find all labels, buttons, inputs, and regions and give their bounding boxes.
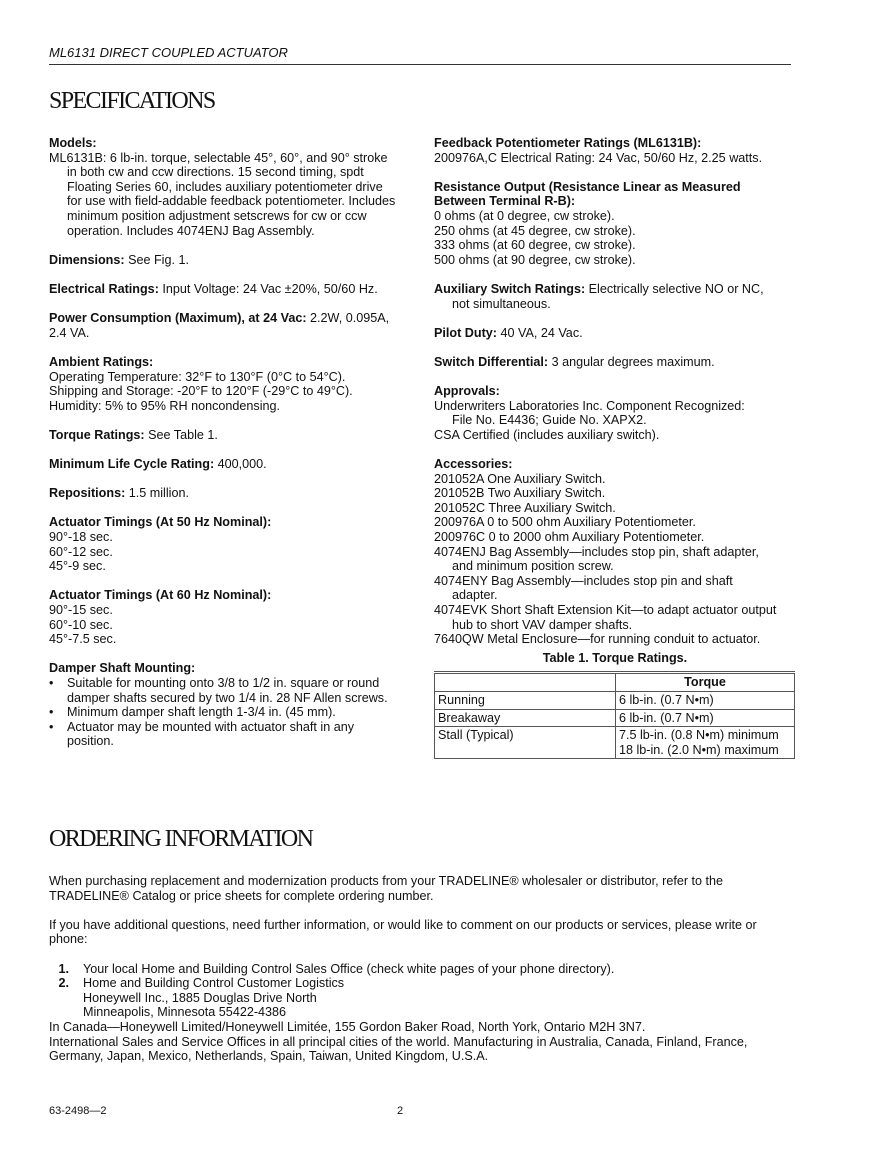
life-cycle-value: 400,000. xyxy=(217,457,267,472)
aux-switch-block xyxy=(434,282,796,311)
aux-switch-value: Electrically selective NO or NC, xyxy=(588,281,764,296)
dimensions-label: Dimensions: xyxy=(49,252,125,267)
specifications-right-column xyxy=(434,136,796,759)
repositions-block xyxy=(49,486,407,501)
torque-label: Torque Ratings: xyxy=(49,427,145,442)
models-line: in both cw and ccw directions. 15 second timing, spdt xyxy=(67,165,364,180)
timing-line: 45°-9 sec. xyxy=(49,559,106,574)
table-cell: Running xyxy=(435,691,616,709)
pilot-duty-value: 40 VA, 24 Vac. xyxy=(500,325,583,340)
timing-line: 45°-7.5 sec. xyxy=(49,632,117,647)
list-number: 1. xyxy=(58,961,69,976)
ambient-line: Shipping and Storage: -20°F to 120°F (-29°C to 49°C). xyxy=(49,384,353,399)
bullet-text: Actuator may be mounted with actuator shaft in any xyxy=(67,719,355,734)
aux-switch-label: Auxiliary Switch Ratings: xyxy=(434,281,586,296)
international-text: International Sales and Service Offices in all principal cities of the world. Manufacturing in Australia, Canada, Finland, France, xyxy=(49,1034,748,1049)
models-block xyxy=(49,136,407,238)
bullet-item xyxy=(49,705,407,720)
feedback-value: 200976A,C Electrical Rating: 24 Vac, 50/60 Hz, 2.25 watts. xyxy=(434,150,763,165)
switch-differential-label: Switch Differential: xyxy=(434,354,549,369)
accessory-item: 201052B Two Auxiliary Switch. xyxy=(434,486,606,501)
table-cell xyxy=(616,727,795,759)
table-cell: Stall (Typical) xyxy=(435,727,616,759)
timing-line: 60°-10 sec. xyxy=(49,617,113,632)
accessory-item: 4074ENY Bag Assembly—includes stop pin and shaft xyxy=(434,573,733,588)
torque-block xyxy=(49,428,407,443)
list-text: Home and Building Control Customer Logistics xyxy=(83,976,345,991)
table-header-cell: Torque xyxy=(616,673,795,692)
timing-50hz-label: Actuator Timings (At 50 Hz Nominal): xyxy=(49,515,272,530)
power-label: Power Consumption (Maximum), at 24 Vac: xyxy=(49,311,307,326)
running-header: ML6131 DIRECT COUPLED ACTUATOR xyxy=(49,46,791,65)
accessory-item: 201052A One Auxiliary Switch. xyxy=(434,471,606,486)
ordering-paragraph xyxy=(49,874,794,903)
accessory-item: 7640QW Metal Enclosure—for running conduit to actuator. xyxy=(434,632,761,647)
ordering-text: When purchasing replacement and modernization products from your TRADELINE® wholesaler or distributor, refer to the xyxy=(49,874,724,888)
feedback-block xyxy=(434,136,796,165)
dimensions-block xyxy=(49,253,407,268)
bullet-icon: • xyxy=(49,675,54,690)
power-value-cont: 2.4 VA. xyxy=(49,325,90,340)
accessory-item: 200976C 0 to 2000 ohm Auxiliary Potentiometer. xyxy=(434,530,705,545)
resistance-line: 500 ohms (at 90 degree, cw stroke). xyxy=(434,252,636,267)
damper-shaft-block xyxy=(49,661,407,749)
ordering-text: If you have additional questions, need further information, or would like to comment on our products or services, please write or xyxy=(49,917,757,932)
timing-60hz-block xyxy=(49,588,407,646)
repositions-label: Repositions: xyxy=(49,486,126,501)
ordering-text: phone: xyxy=(49,932,88,947)
bullet-icon: • xyxy=(49,719,54,734)
power-block xyxy=(49,311,407,340)
models-line: for use with field-addable feedback potentiometer. Includes xyxy=(67,194,396,209)
table-cell: 6 lb-in. (0.7 N•m) xyxy=(616,691,795,709)
bullet-text: Suitable for mounting onto 3/8 to 1/2 in. square or round xyxy=(67,675,380,690)
accessory-item-cont: adapter. xyxy=(452,588,498,603)
page-number: 2 xyxy=(397,1105,404,1117)
resistance-line: 250 ohms (at 45 degree, cw stroke). xyxy=(434,223,636,238)
models-line: minimum position adjustment setscrews for cw or ccw xyxy=(67,208,367,223)
list-item xyxy=(49,962,794,977)
approvals-line: File No. E4436; Guide No. XAPX2. xyxy=(452,413,647,428)
timing-line: 90°-18 sec. xyxy=(49,530,113,545)
table-cell-line: 7.5 lb-in. (0.8 N•m) minimum xyxy=(619,728,779,743)
life-cycle-label: Minimum Life Cycle Rating: xyxy=(49,457,215,472)
ordering-paragraph xyxy=(49,918,794,947)
ambient-line: Humidity: 5% to 95% RH noncondensing. xyxy=(49,398,281,413)
bullet-text: damper shafts secured by two 1/4 in. 28 NF Allen screws. xyxy=(67,690,388,705)
switch-differential-block xyxy=(434,355,796,370)
accessory-item-cont: and minimum position screw. xyxy=(452,559,614,574)
ambient-label: Ambient Ratings: xyxy=(49,354,154,369)
ordering-section xyxy=(49,874,794,1064)
repositions-value: 1.5 million. xyxy=(128,486,189,501)
ambient-line: Operating Temperature: 32°F to 130°F (0°C to 54°C). xyxy=(49,369,346,384)
ordering-heading: ORDERING INFORMATION xyxy=(49,826,313,852)
ordering-text: TRADELINE® Catalog or price sheets for complete ordering number. xyxy=(49,888,434,903)
resistance-block xyxy=(434,180,796,268)
electrical-value: Input Voltage: 24 Vac ±20%, 50/60 Hz. xyxy=(162,281,378,296)
table-title: Table 1. Torque Ratings. xyxy=(542,650,688,665)
resistance-label: Between Terminal R-B): xyxy=(434,194,576,209)
list-text: Minneapolis, Minnesota 55422-4386 xyxy=(83,1005,287,1020)
approvals-label: Approvals: xyxy=(434,384,500,399)
approvals-line: Underwriters Laboratories Inc. Component Recognized: xyxy=(434,398,745,413)
table-cell-line: 18 lb-in. (2.0 N•m) maximum xyxy=(619,742,779,757)
table-row xyxy=(435,691,795,709)
canada-contact: In Canada—Honeywell Limited/Honeywell Limitée, 155 Gordon Baker Road, North York, Ontario M2H 3N7. xyxy=(49,1019,646,1034)
table-header-cell xyxy=(435,673,616,692)
resistance-line: 333 ohms (at 60 degree, cw stroke). xyxy=(434,238,636,253)
power-value: 2.2W, 0.095A, xyxy=(310,311,390,326)
table-cell: Breakaway xyxy=(435,709,616,727)
accessory-item: 4074EVK Short Shaft Extension Kit—to adapt actuator output xyxy=(434,603,777,617)
doc-number: 63-2498—2 xyxy=(49,1105,107,1117)
bullet-icon: • xyxy=(49,705,54,720)
specifications-left-column xyxy=(49,136,407,764)
table-header-row xyxy=(435,673,795,692)
resistance-label: Resistance Output (Resistance Linear as Measured xyxy=(434,179,741,194)
feedback-label: Feedback Potentiometer Ratings (ML6131B): xyxy=(434,136,702,150)
damper-shaft-label: Damper Shaft Mounting: xyxy=(49,661,196,676)
electrical-label: Electrical Ratings: xyxy=(49,281,159,296)
accessory-item-cont: hub to short VAV damper shafts. xyxy=(452,617,633,632)
accessories-block xyxy=(434,457,796,647)
approvals-line: CSA Certified (includes auxiliary switch). xyxy=(434,427,660,442)
approvals-block xyxy=(434,384,796,442)
torque-ratings-table xyxy=(434,671,795,759)
aux-switch-value-cont: not simultaneous. xyxy=(452,296,551,311)
list-item xyxy=(49,976,794,1020)
models-line: ML6131B: 6 lb-in. torque, selectable 45°, 60°, and 90° stroke xyxy=(49,150,388,165)
table-row xyxy=(435,727,795,759)
table-cell: 6 lb-in. (0.7 N•m) xyxy=(616,709,795,727)
bullet-item xyxy=(49,720,407,749)
list-number: 2. xyxy=(58,976,69,991)
timing-line: 60°-12 sec. xyxy=(49,544,113,559)
electrical-block xyxy=(49,282,407,297)
bullet-item xyxy=(49,676,407,705)
specifications-heading: SPECIFICATIONS xyxy=(49,88,215,114)
accessory-item: 200976A 0 to 500 ohm Auxiliary Potentiometer. xyxy=(434,515,696,530)
ambient-block xyxy=(49,355,407,413)
international-text: Germany, Japan, Mexico, Netherlands, Spain, Taiwan, United Kingdom, U.S.A. xyxy=(49,1049,489,1064)
table-row xyxy=(435,709,795,727)
contact-list xyxy=(49,962,794,1020)
life-cycle-block xyxy=(49,457,407,472)
pilot-duty-label: Pilot Duty: xyxy=(434,325,497,340)
accessory-item: 4074ENJ Bag Assembly—includes stop pin, shaft adapter, xyxy=(434,544,759,559)
accessory-item: 201052C Three Auxiliary Switch. xyxy=(434,500,616,515)
list-text: Your local Home and Building Control Sales Office (check white pages of your phone directory). xyxy=(83,961,615,976)
resistance-line: 0 ohms (at 0 degree, cw stroke). xyxy=(434,208,615,223)
accessories-label: Accessories: xyxy=(434,457,513,472)
switch-differential-value: 3 angular degrees maximum. xyxy=(551,354,715,369)
timing-60hz-label: Actuator Timings (At 60 Hz Nominal): xyxy=(49,588,272,603)
models-label: Models: xyxy=(49,136,97,150)
bullet-text: Minimum damper shaft length 1-3/4 in. (45 mm). xyxy=(67,705,336,720)
dimensions-value: See Fig. 1. xyxy=(128,252,189,267)
timing-line: 90°-15 sec. xyxy=(49,603,113,617)
timing-50hz-block xyxy=(49,515,407,573)
pilot-duty-block xyxy=(434,326,796,341)
list-text: Honeywell Inc., 1885 Douglas Drive North xyxy=(83,990,317,1005)
bullet-text: position. xyxy=(67,734,114,749)
torque-value: See Table 1. xyxy=(148,427,218,442)
models-line: operation. Includes 4074ENJ Bag Assembly. xyxy=(67,223,315,238)
models-line: Floating Series 60, includes auxiliary potentiometer drive xyxy=(67,179,383,194)
